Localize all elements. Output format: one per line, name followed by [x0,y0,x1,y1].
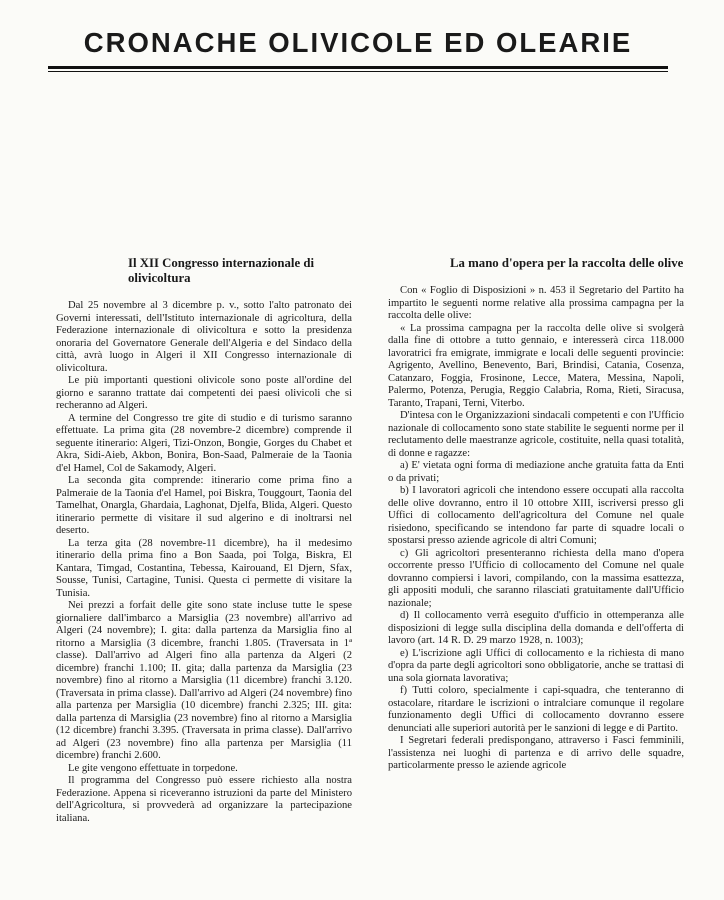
right-paragraph: « La prossima campagna per la raccolta delle olive si svolgerà dalla fine di ottobre a tutto gennaio, e interesserà circa 118.000 lavoratrici fra emigrate, immigrate e locali delle seguenti provincie: Agrigento, Avellino, Benevento, Bari, Brindisi, Catania, Cosenza, Catanzaro, Foggia, Frosinone, Lecce, Matera, Messina, Napoli, Palermo, Potenza, Perugia, Reggio Calabria, Roma, Rieti, Siracusa, Taranto, Trapani, Terni, Viterbo. [388,322,684,409]
right-paragraph: D'intesa con le Organizzazioni sindacali competenti e con l'Ufficio nazionale di collocamento sono state stabilite le seguenti norme per il reclutamento delle maestranze agricole, costituite, nella quasi totalità, di donne e ragazze: [388,410,684,459]
right-paragraph: d) Il collocamento verrà eseguito d'ufficio in ottemperanza alle disposizioni di legge sulla disciplina della domanda e dell'offerta di lavoro (art. 14 R. D. 29 marzo 1928, n. 1003); [388,610,684,646]
left-paragraph: Il programma del Congresso può essere richiesto alla nostra Federazione. Appena si riceveranno istruzioni da parte del Ministero dell'Agricoltura, si provvederà ad organizzare la partecipazione italiana. [56,775,352,824]
header-rule-thin [48,71,668,72]
page-header: CRONACHE OLIVICOLE ED OLEARIE [83,27,633,58]
left-paragraph: Le più importanti questioni olivicole sono poste all'ordine del giorno e saranno trattate dai competenti dei paesi olivicoli che si recheranno ad Algeri. [56,375,352,411]
left-paragraph: Nei prezzi a forfait delle gite sono state incluse tutte le spese giornaliere dall'imbarco a Marsiglia (23 novembre) all'arrivo ad Algeri (24 novembre); I. gita: dalla partenza da Marsiglia fino al ritorno a Marsiglia (3 dicembre, franchi 1.805. (Traversata in 1ª classe). Dall'arrivo ad Algeri fino alla partenza da Algeri (2 dicembre) franchi 1.100; II. gita; dalla partenza da Marsiglia (23 novembre) fino al ritorno a Marsiglia (11 dicembre) franchi 3.120. (Traversata in prima classe). Dall'arrivo ad Algeri (24 novembre) fino alla partenza per Marsiglia (10 dicembre) franchi 2.325; III. gita: dalla partenza di Marsiglia (23 novembre) fino al ritorno a Marsiglia (12 dicembre) franchi 3.395. (Traversata in prima classe). Dall'arrivo ad Algeri (23 novembre) fino alla partenza per Marsiglia (11 dicembre) franchi 2.600. [56,600,352,761]
left-paragraph: La terza gita (28 novembre-11 dicembre), ha il medesimo itinerario della prima fino a Bon Saada, poi Tolga, Biskra, El Kantara, Timgad, Costantina, Tebessa, Kairouand, El Djern, Sfax, Sousse, Tunisi, Cartagine, Tunisi. Questa ci permette di visitare la Tunisia. [56,537,352,599]
right-paragraph: I Segretari federali predispongano, attraverso i Fasci femminili, l'assistenza nei luoghi di partenza e di arrivo delle squadre, particolarmente presso le aziende agricole [388,735,684,771]
right-paragraph: Con « Foglio di Disposizioni » n. 453 il Segretario del Partito ha impartito le seguenti norme relative alla prossima campagna per la raccolta delle olive: [388,285,684,321]
left-paragraph: La seconda gita comprende: itinerario come prima fino a Palmeraie de la Taonia d'el Hamel, poi Biskra, Touggourt, Taonia del Tamelhat, Onargla, Ghardaia, Laghonat, Djelfa, Blida, Algeri. Questo itinerario permette di visitare il sud algerino e di inoltrarsi nel deserto. [56,475,352,536]
right-article [388,256,684,773]
right-paragraph: f) Tutti coloro, specialmente i capi-squadra, che tenteranno di ostacolare, ritardare le iscrizioni o intralciare comunque il regolare funzionamento degli Uffici di collocamento dovranno essere denunciati alle superiori autorità per le sanzioni di legge e di Partito. [388,685,684,734]
right-paragraph: c) Gli agricoltori presenteranno richiesta della mano d'opera occorrente presso l'Ufficio di collocamento del Comune nel quale dovranno compiersi i lavori, compilando, con la massima esattezza, gli appositi moduli, che saranno rilasciati gratuitamente dall'Ufficio nazionale; [388,547,684,609]
left-article-title: Il XII Congresso internazionale di olivicoltura [128,256,315,285]
left-paragraph: Dal 25 novembre al 3 dicembre p. v., sotto l'alto patronato dei Governi interessati, dell'Istituto internazionale di agricoltura, della Federazione internazionale di olivicoltura e sotto la presidenza onoraria del Governatore Generale dell'Algeria e del Sindaco della città, avrà luogo in Algeri il XII Congresso internazionale di olivicoltura. [56,300,352,374]
right-article-title: La mano d'opera per la raccolta delle olive [450,256,684,270]
right-paragraph: b) I lavoratori agricoli che intendono essere occupati alla raccolta delle olive dovranno, entro il 10 ottobre XIII, iscriversi presso gli Uffici di collocamento dell'agricoltura del Comune nel quale risiedono, specificando se intendono far parte di squadre locali o spostarsi presso aziende agricole di altri Comuni; [388,485,684,546]
left-paragraph: A termine del Congresso tre gite di studio e di turismo saranno effettuate. La prima gita (28 novembre-2 dicembre) comprende il seguente itinerario: Algeri, Tizi-Onzon, Bongie, Gorges du Chabet et Akra, Sidi-Aieb, Akbon, Bonira, Bon-Saad, Palmeraie de la Taonia d'el Hamel, Col de Sakamody, Algeri. [56,412,352,474]
header-rule-thick [48,66,668,69]
right-paragraph: a) E' vietata ogni forma di mediazione anche gratuita fatta da Enti o da privati; [388,460,684,484]
left-paragraph: Le gite vengono effettuate in torpedone. [68,762,238,774]
left-article [56,256,352,825]
right-paragraph: e) L'iscrizione agli Uffici di collocamento e la richiesta di mano d'opra da parte degli agricoltori sono obbligatorie, anche se trattasi di una sola giornata lavorativa; [388,647,684,684]
